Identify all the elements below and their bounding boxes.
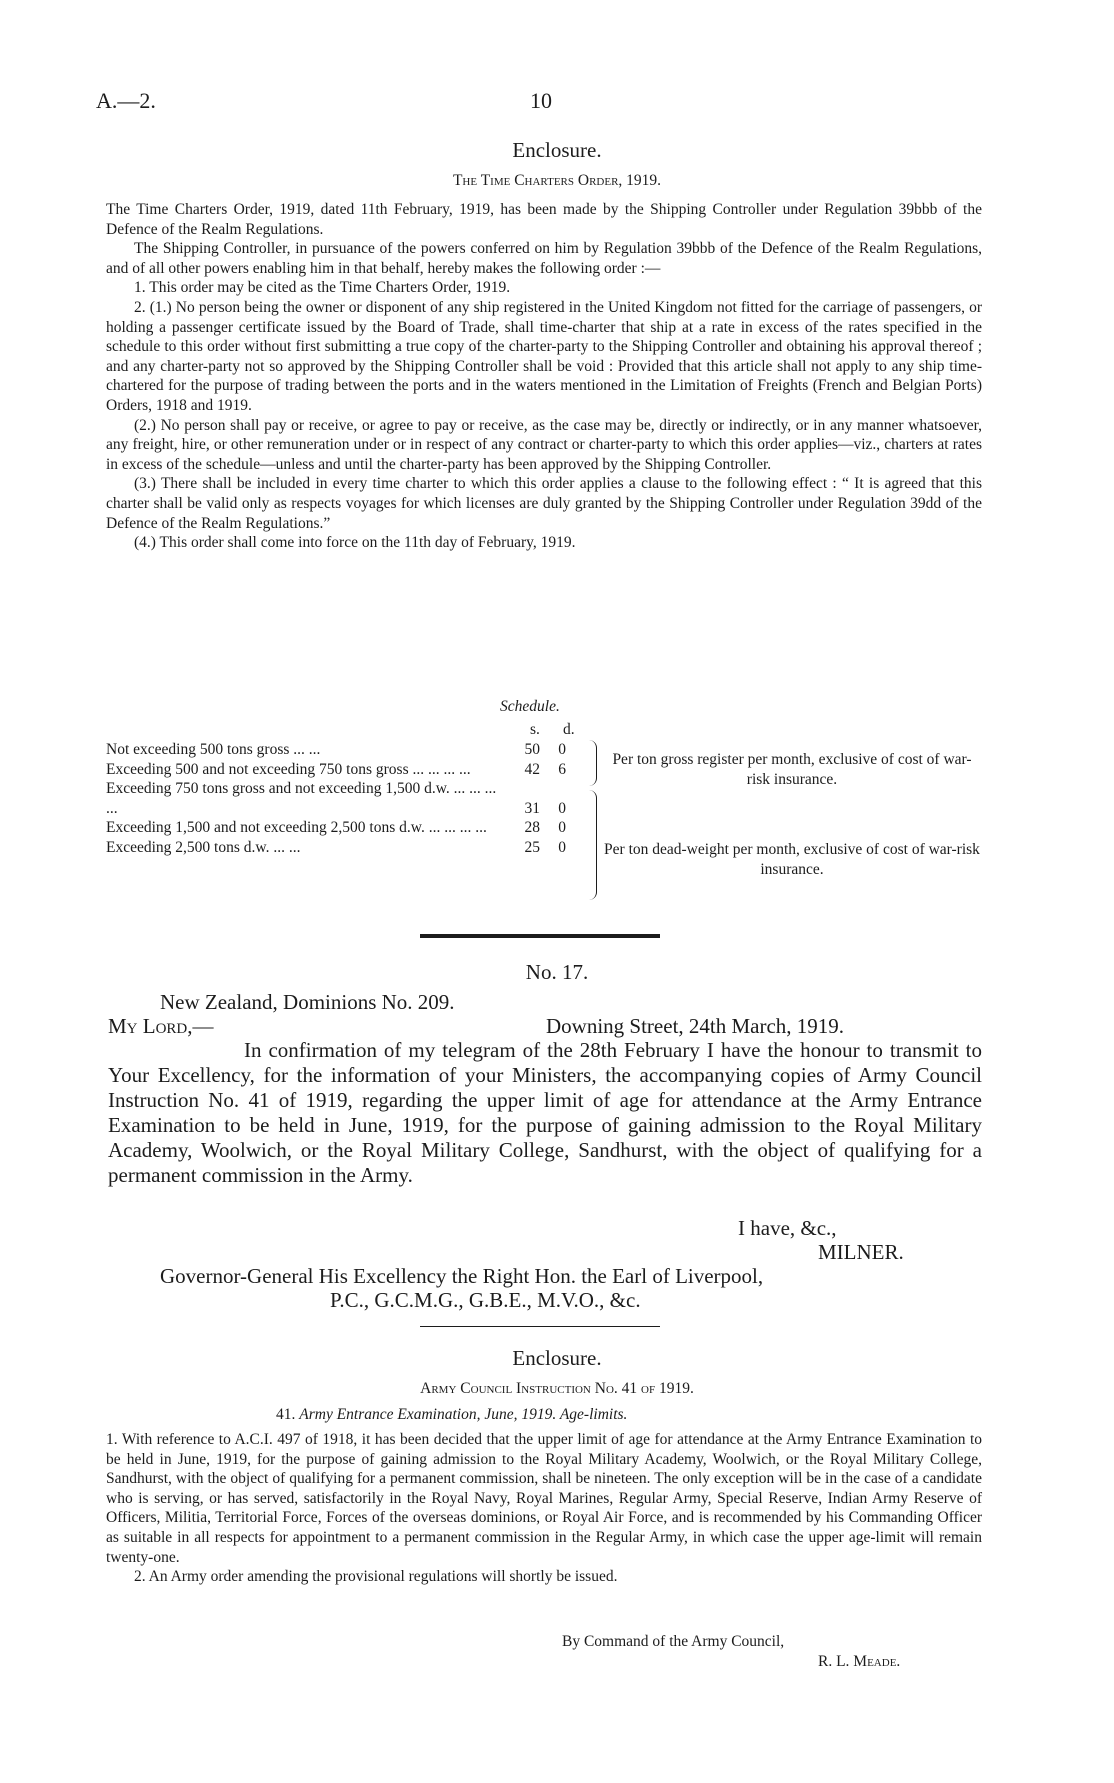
letter-addressee-honours: P.C., G.C.M.G., G.B.E., M.V.O., &c. (330, 1288, 641, 1312)
letter-reference: New Zealand, Dominions No. 209. (160, 990, 455, 1014)
instruction-command: By Command of the Army Council, (562, 1633, 785, 1650)
schedule-pence: 0 (558, 819, 566, 837)
instruction-text (106, 1430, 982, 1587)
page-ref: A.—2. (96, 88, 156, 113)
schedule-pence: 0 (558, 741, 566, 758)
page-number: 10 (530, 88, 552, 113)
order-para: (2.) No person shall pay or receive, or agree to pay or receive, as the case may be, directly or indirectly, or in any manner whatsoever, any freight, hire, or other remuneration under or in respect of any contract or charter-party to which this order applies—viz., charters at rates in excess of the schedule—unless and until the charter-party has been approved by the Shipping Controller. (106, 416, 982, 473)
letter-body: In confirmation of my telegram of the 28th February I have the honour to transmit to Your Excellency, for the information of your Ministers, the accompanying copies of Army Council Instruction No. 41 of 1919, regarding the upper limit of age for attendance at the Army Entrance Examination to be held in June, 1919, for the purpose of gaining admission to the Royal Military Academy, Woolwich, or the Royal Military College, Sandhurst, with the object of qualifying for a permanent commission in the Army. (108, 1038, 982, 1187)
letter-salutation: My Lord,— (108, 1014, 214, 1038)
instruction-signature: R. L. Meade. (818, 1653, 901, 1670)
section-divider (420, 934, 660, 938)
order-para: The Shipping Controller, in pursuance of the powers conferred on him by Regulation 39bbb of the Defence of the Realm Regulations, and of all other powers enabling him in that behalf, hereby makes the following order :— (106, 240, 982, 277)
table-row (106, 740, 566, 760)
instruction-number: 41. (276, 1406, 296, 1423)
table-row (106, 760, 566, 780)
table-row (106, 818, 566, 838)
table-row (106, 838, 566, 858)
schedule-shillings: 31 (524, 799, 540, 817)
letter-number: No. 17. (525, 960, 589, 984)
section-divider (420, 1326, 660, 1327)
letter-signature: MILNER. (818, 1240, 904, 1264)
letter-addressee: Governor-General His Excellency the Right Hon. the Earl of Liverpool, (160, 1264, 764, 1288)
instruction-subtitle-text: Army Entrance Examination, June, 1919. Age-limits. (299, 1406, 628, 1423)
order-para: The Time Charters Order, 1919, dated 11th February, 1919, has been made by the Shipping Controller under Regulation 39bbb of the Defence of the Realm Regulations. (106, 201, 982, 238)
order-para: 2. (1.) No person being the owner or disponent of any ship registered in the United Kingdom not fitted for the carriage of passengers, or holding a passenger certificate issued by the Board of Trade, shall time-charter that ship at a rate in excess of the rates specified in the schedule to this order without first submitting a true copy of the charter-party to the Shipping Controller and obtaining his approval thereof ; and any charter-party not so approved by the Shipping Controller shall be void : Provided that this article shall not apply to any ship time-chartered for the purpose of trading between the ports and in the waters mentioned in the Limitation of Freights (French and Belgian Ports) Orders, 1918 and 1919. (106, 298, 982, 414)
schedule-shillings: 28 (524, 819, 540, 837)
schedule-desc: Exceeding 2,500 tons d.w. ... ... (106, 838, 301, 856)
order-para: 1. This order may be cited as the Time Charters Order, 1919. (134, 279, 511, 297)
letter-closing: I have, &c., (738, 1216, 837, 1240)
schedule-title: Schedule. (500, 698, 560, 715)
instruction-title: Army Council Instruction No. 41 of 1919. (420, 1380, 694, 1397)
schedule-note-deadweight: Per ton dead-weight per month, exclusive of cost of war-risk insurance. (604, 841, 980, 878)
order-para: (4.) This order shall come into force on the 11th day of February, 1919. (134, 534, 576, 552)
schedule-desc: Exceeding 500 and not exceeding 750 tons gross ... ... ... ... (106, 760, 471, 778)
schedule-pence: 0 (558, 838, 566, 856)
schedule-shillings: 42 (524, 760, 540, 778)
brace-icon (588, 740, 597, 786)
enclosure-heading: Enclosure. (512, 138, 602, 162)
letter-address-date: Downing Street, 24th March, 1919. (546, 1014, 845, 1038)
instruction-subtitle (276, 1406, 627, 1424)
order-para: (3.) There shall be included in every time charter to which this order applies a clause to the following effect : “ It is agreed that this charter shall be valid only as respects voyages for which licenses are duly granted by the Shipping Controller under Regulation 39dd of the Defence of the Realm Regulations.” (106, 475, 982, 532)
schedule-col-s: s. (530, 721, 540, 738)
schedule-note-gross: Per ton gross register per month, exclusive of cost of war-risk insurance. (612, 751, 972, 788)
schedule-pence: 6 (558, 760, 566, 778)
schedule-col-d: d. (563, 721, 575, 738)
instruction-para: 2. An Army order amending the provisional regulations will shortly be issued. (134, 1568, 618, 1586)
schedule-shillings: 50 (524, 741, 540, 758)
brace-icon (588, 790, 597, 900)
schedule-shillings: 25 (524, 838, 540, 856)
enclosure-heading: Enclosure. (512, 1346, 602, 1370)
schedule-desc: Not exceeding 500 tons gross ... ... (106, 741, 321, 758)
order-title: The Time Charters Order, 1919. (452, 172, 662, 189)
instruction-para: 1. With reference to A.C.I. 497 of 1918, it has been decided that the upper limit of age for attendance at the Army Entrance Examination to be held in June, 1919, for the purpose of gaining admission to the Royal Military Academy, Woolwich, or the Royal Military College, Sandhurst, with the object of qualifying for a permanent commission, shall be nineteen. The only exception will be in the case of a candidate who is serving, or has served, satisfactorily in the Royal Navy, Royal Marines, Regular Army, Special Reserve, Indian Army Reserve of Officers, Militia, Territorial Force, Forces of the overseas dominions, or Royal Air Force, and is recommended by his Commanding Officer as suitable in all respects for appointment to a permanent commission in the Regular Army, in which case the upper age-limit will remain twenty-one. (106, 1431, 982, 1566)
schedule-desc: Exceeding 750 tons gross and not exceeding 1,500 d.w. ... ... ... ... (106, 780, 497, 817)
order-text (106, 200, 982, 553)
schedule-desc: Exceeding 1,500 and not exceeding 2,500 tons d.w. ... ... ... ... (106, 819, 487, 837)
schedule-pence: 0 (558, 799, 566, 817)
table-row (106, 779, 566, 818)
